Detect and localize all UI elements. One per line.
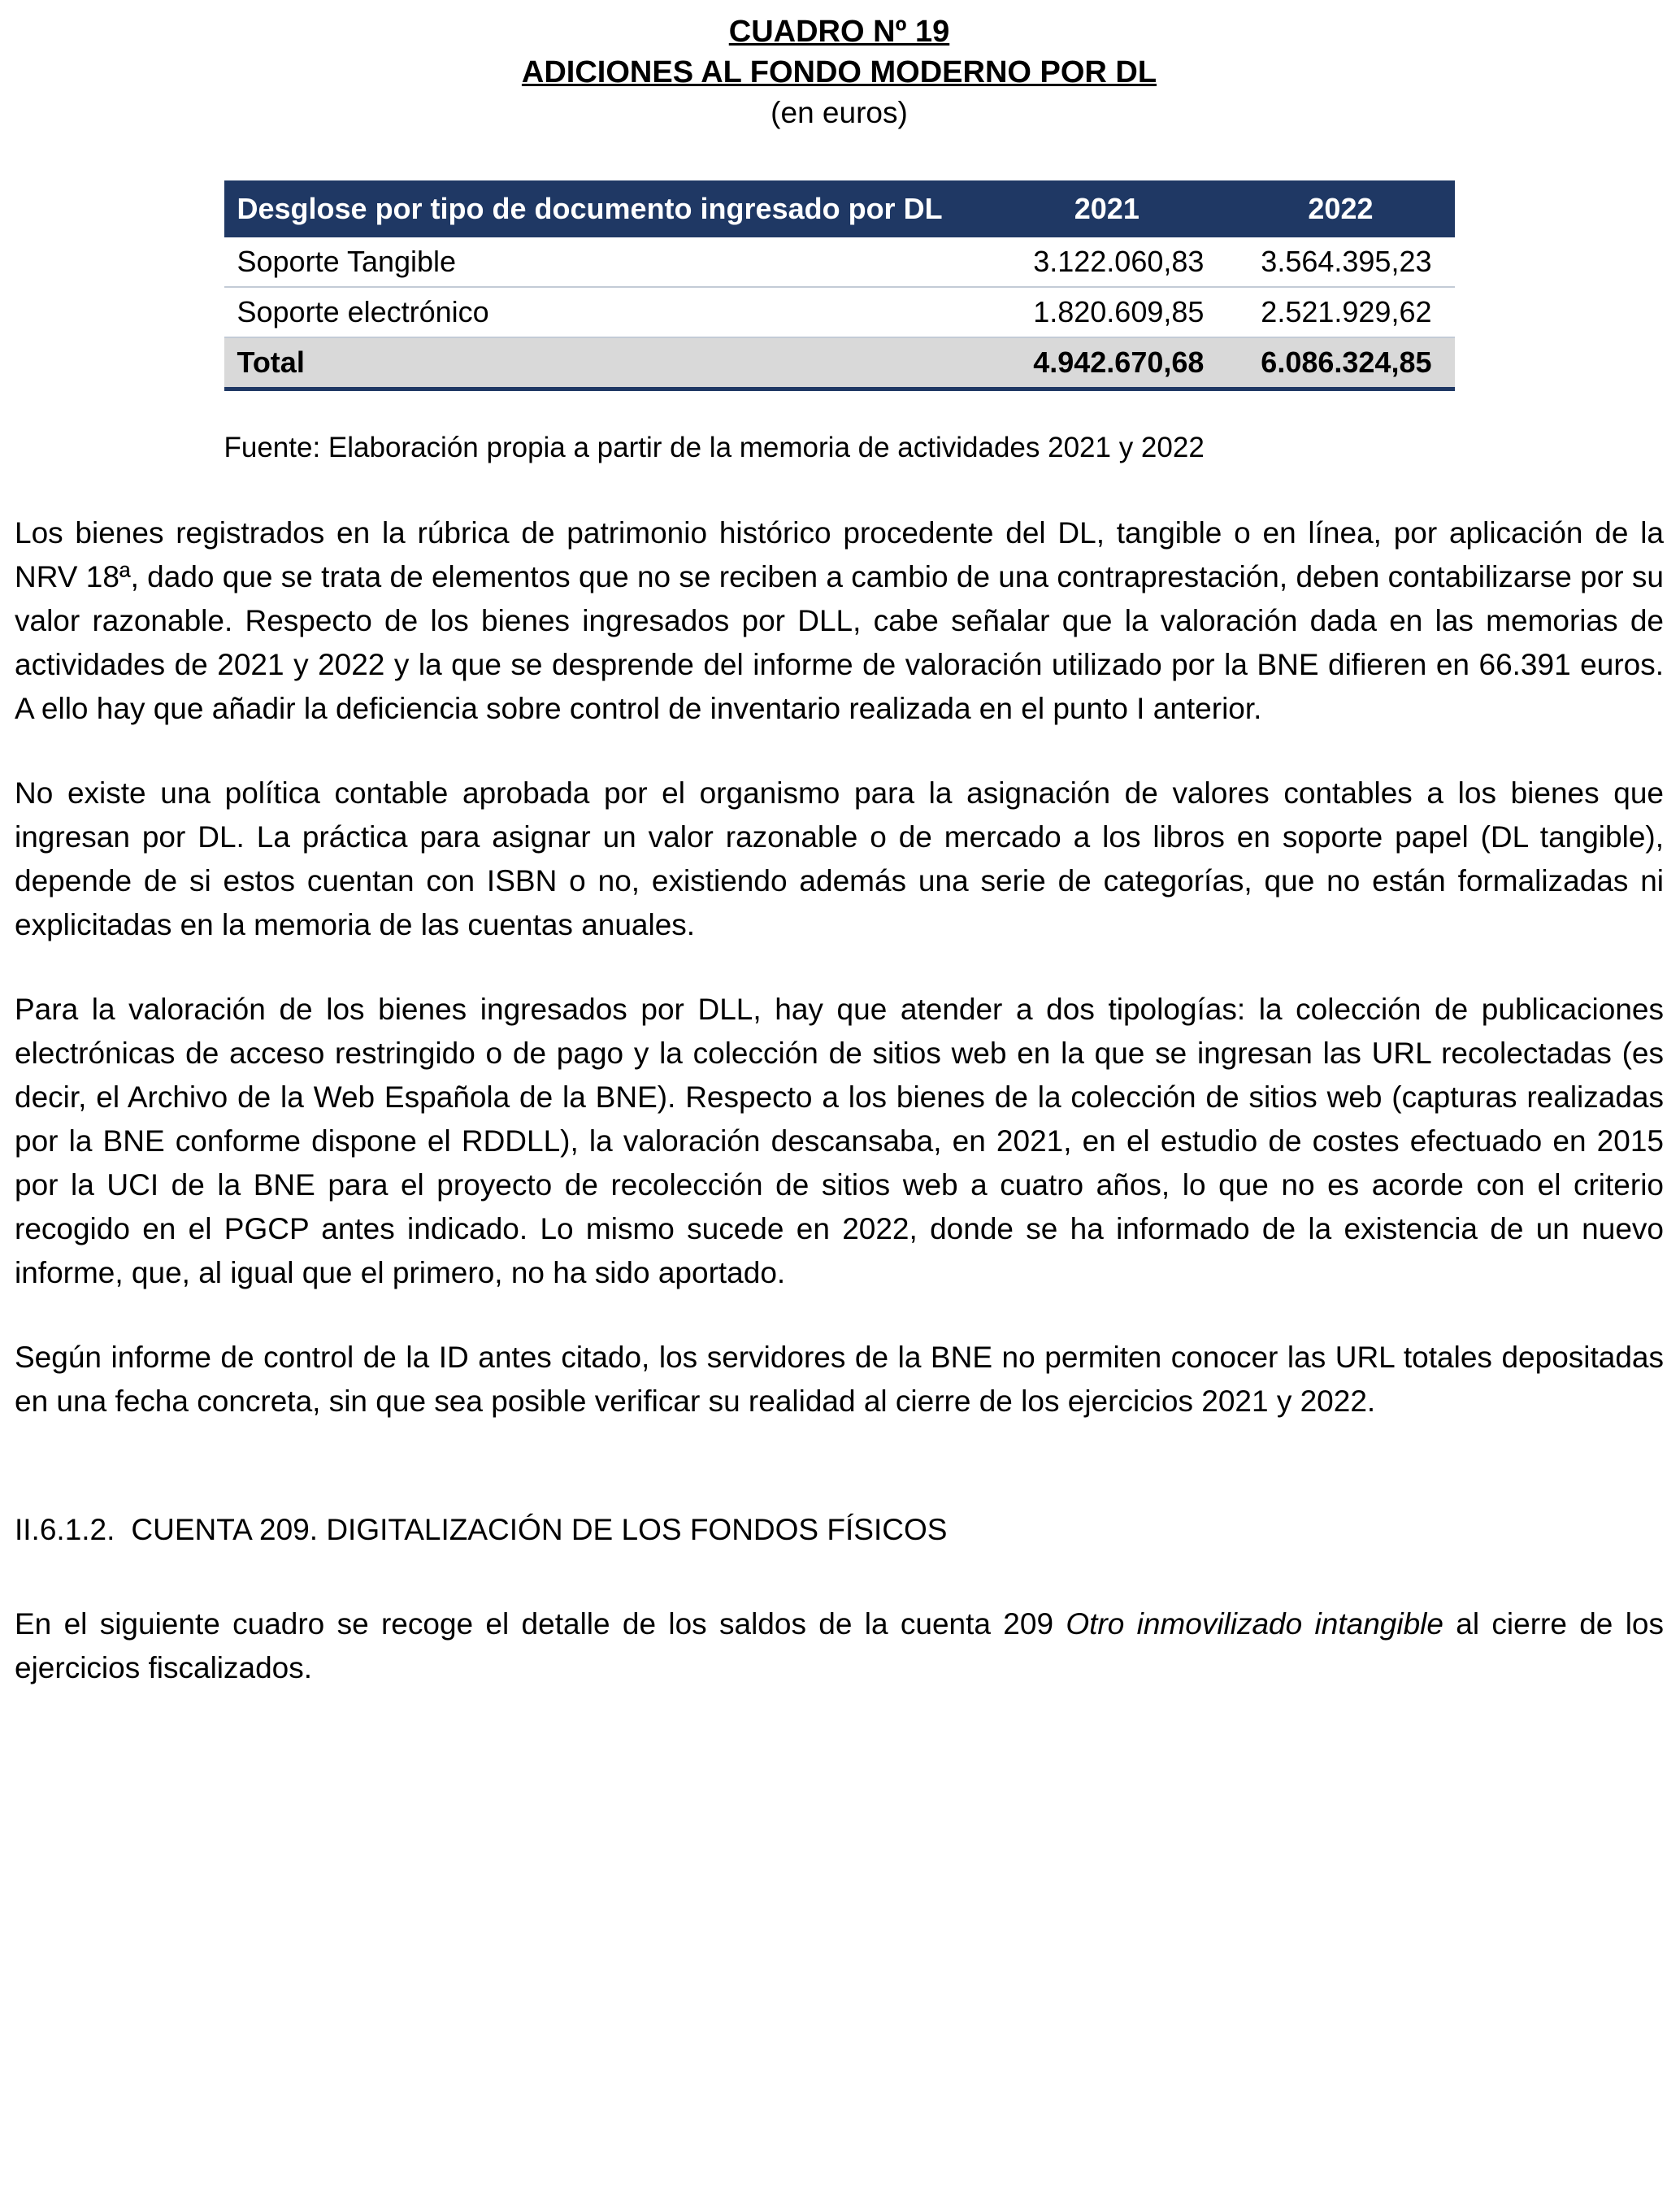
paragraph-5 bbox=[15, 1602, 1664, 1690]
row-value-2022: 2.521.929,62 bbox=[1261, 295, 1432, 328]
closing-text-end: al cierre de los ejercicios fiscalizados. bbox=[15, 1607, 1665, 1684]
paragraph-2: No existe una política contable aprobada por el organismo para la asignación de valores contables a los bienes que ingresan por DL. La práctica para asignar un valor razonable o de mercado a los libros en soporte papel (DL tangible), depende de si estos cuentan con ISBN o no, existiendo además una serie de categorías, que no están formalizadas ni explicitadas en la memoria de las cuentas anuales. bbox=[15, 776, 1664, 941]
closing-text-italic: Otro inmovilizado intangible bbox=[1066, 1607, 1443, 1641]
row-label: Soporte Tangible bbox=[237, 245, 457, 278]
table-total-row bbox=[224, 337, 1455, 389]
paragraph-1: Los bienes registrados en la rúbrica de patrimonio histórico procedente del DL, tangible o en línea, por aplicación de la NRV 18ª, dado que se trata de elementos que no se reciben a cambio de una contraprestación, deben contabilizarse por su valor razonable. Respecto de los bienes ingresados por DLL, cabe señalar que la valoración dada en las memorias de actividades de 2021 y 2022 y la que se desprende del informe de valoración utilizado por la BNE difieren en 66.391 euros. A ello hay que añadir la deficiencia sobre control de inventario realizada en el punto I anterior. bbox=[15, 516, 1664, 725]
total-value-2022: 6.086.324,85 bbox=[1261, 346, 1432, 379]
table-row bbox=[224, 287, 1455, 337]
cuadro-number-title: CUADRO Nº 19 bbox=[728, 15, 950, 49]
total-label: Total bbox=[237, 346, 305, 379]
cuadro-name-title: ADICIONES AL FONDO MODERNO POR DL bbox=[521, 55, 1157, 89]
additions-table bbox=[224, 180, 1455, 391]
cuadro-units-subtitle: (en euros) bbox=[771, 96, 908, 129]
closing-text-start: En el siguiente cuadro se recoge el detalle de los saldos de la cuenta 209 bbox=[15, 1607, 1066, 1641]
row-value-2021: 1.820.609,85 bbox=[1033, 295, 1205, 328]
total-value-2021: 4.942.670,68 bbox=[1033, 346, 1205, 379]
table-header-desglose: Desglose por tipo de documento ingresado por DL bbox=[224, 180, 988, 237]
table-header-2021: 2021 bbox=[987, 180, 1226, 237]
table-header-2022: 2022 bbox=[1226, 180, 1454, 237]
table-header-row bbox=[224, 180, 1455, 237]
table-title-block bbox=[15, 11, 1664, 133]
section-heading bbox=[15, 1508, 1664, 1552]
row-label: Soporte electrónico bbox=[237, 295, 489, 328]
table-row bbox=[224, 237, 1455, 287]
section-number: II.6.1.2. bbox=[15, 1513, 115, 1546]
section-title: CUENTA 209. DIGITALIZACIÓN DE LOS FONDOS FÍSICOS bbox=[131, 1513, 948, 1546]
row-value-2021: 3.122.060,83 bbox=[1033, 245, 1205, 278]
body-text bbox=[15, 511, 1664, 1690]
paragraph-4: Según informe de control de la ID antes citado, los servidores de la BNE no permiten conocer las URL totales depositadas en una fecha concreta, sin que sea posible verificar su realidad al cierre de los ejercicios 2021 y 2022. bbox=[15, 1341, 1664, 1418]
table-source-note: Fuente: Elaboración propia a partir de la memoria de actividades 2021 y 2022 bbox=[224, 432, 1205, 463]
row-value-2022: 3.564.395,23 bbox=[1261, 245, 1432, 278]
paragraph-3: Para la valoración de los bienes ingresados por DLL, hay que atender a dos tipologías: la colección de publicaciones electrónicas de acceso restringido o de pago y la colección de sitios web en la que se ingresan las URL recolectadas (es decir, el Archivo de la Web Española de la BNE). Respecto a los bienes de la colección de sitios web (capturas realizadas por la BNE conforme dispone el RDDLL), la valoración descansaba, en 2021, en el estudio de costes efectuado en 2015 por la UCI de la BNE para el proyecto de recolección de sitios web a cuatro años, lo que no es acorde con el criterio recogido en el PGCP antes indicado. Lo mismo sucede en 2022, donde se ha informado de la existencia de un nuevo informe, que, al igual que el primero, no ha sido aportado. bbox=[15, 993, 1664, 1289]
